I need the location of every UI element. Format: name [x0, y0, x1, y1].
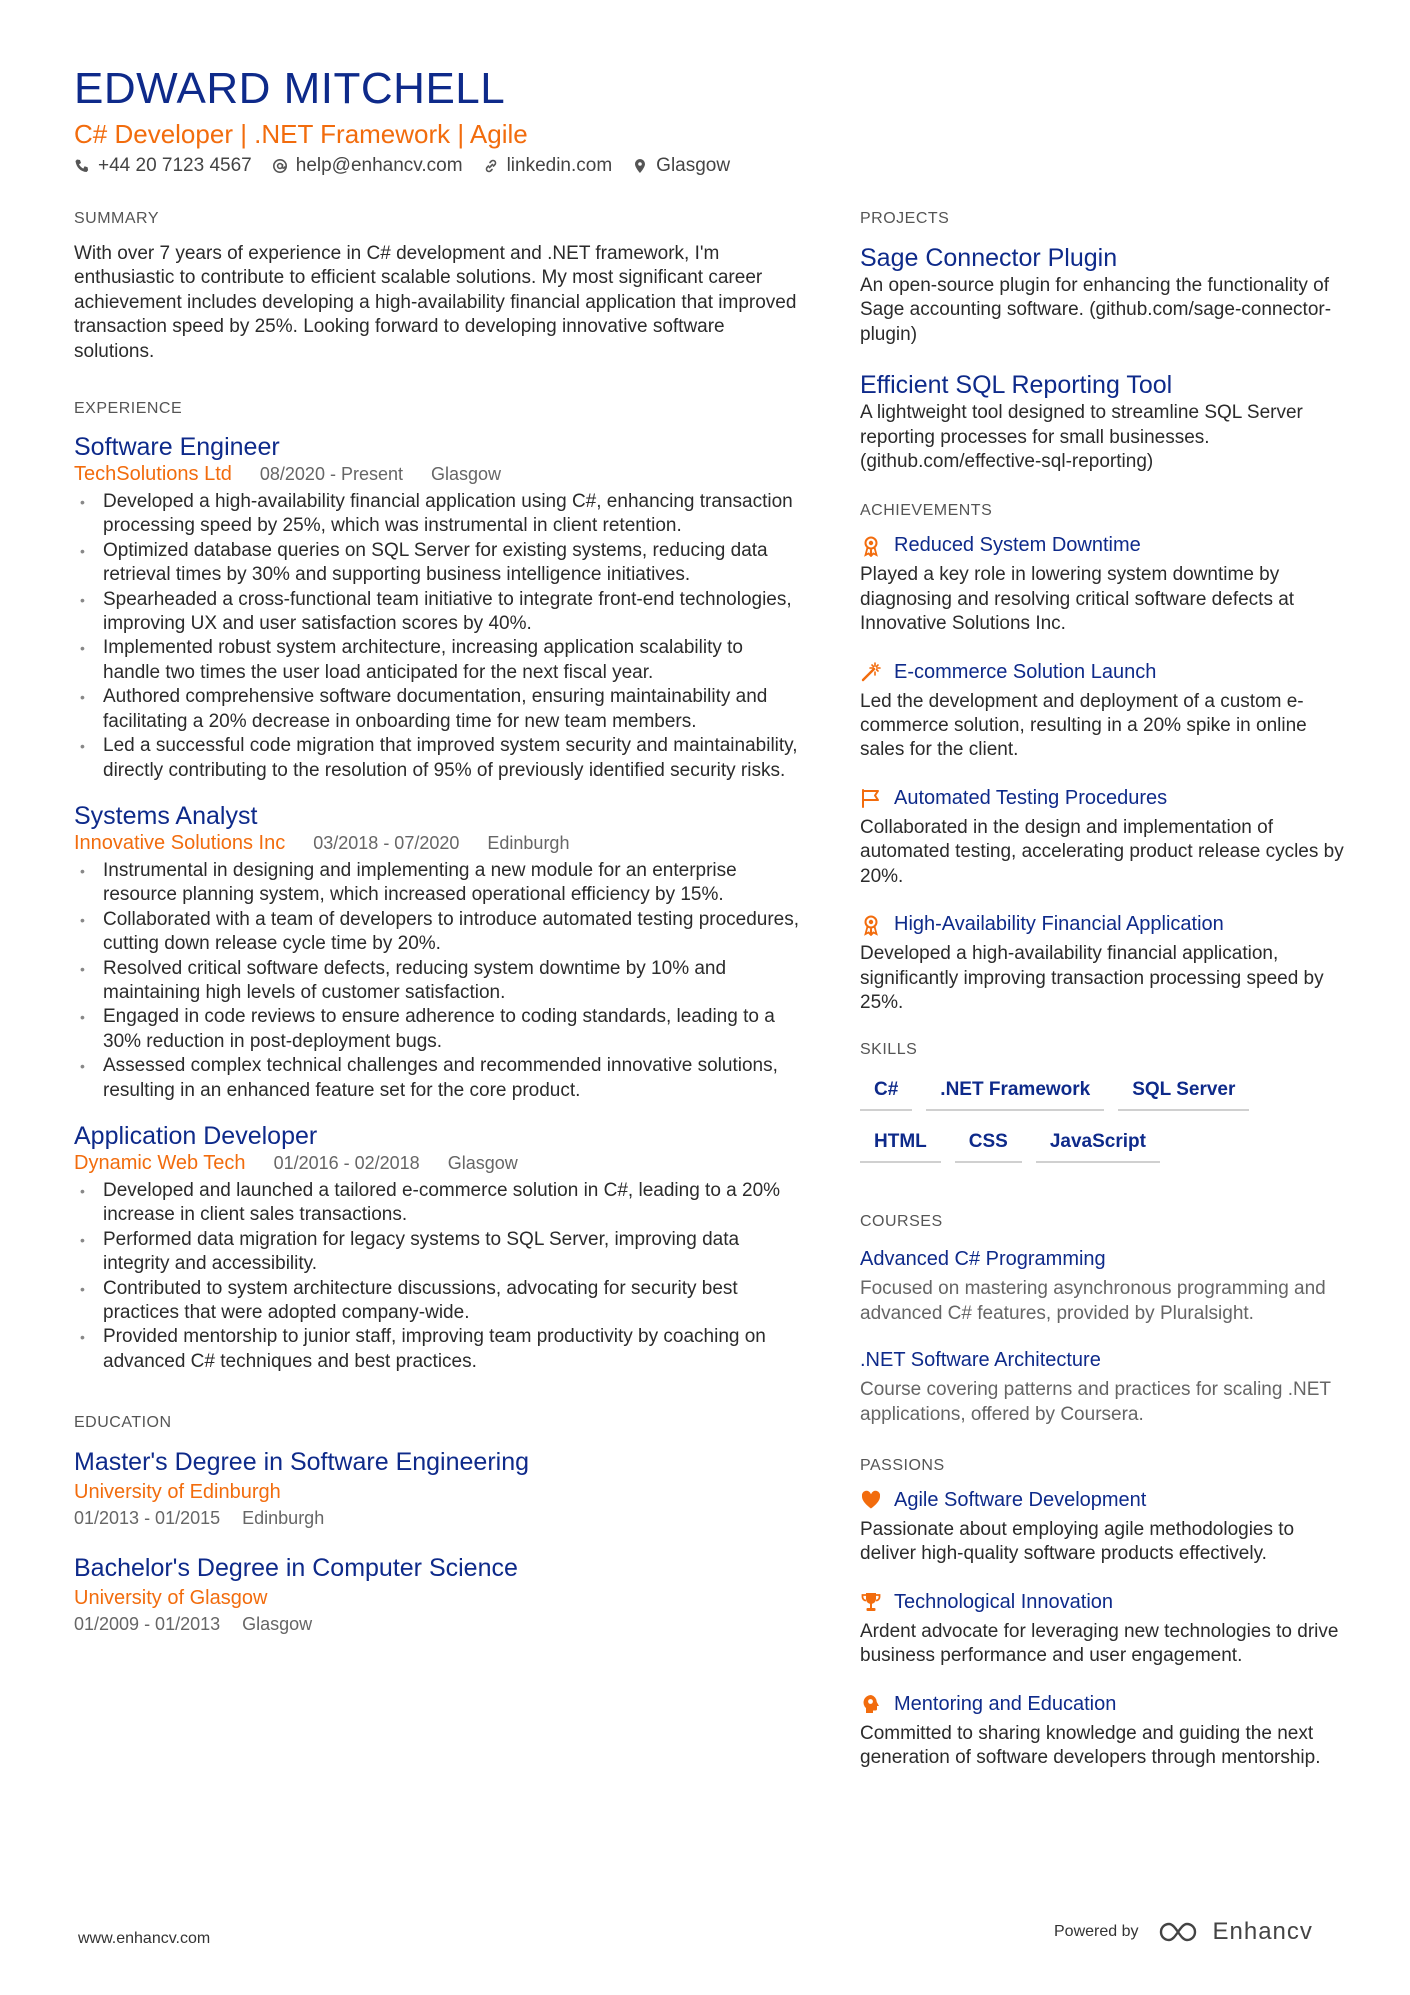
powered-by-label: Powered by	[1054, 1923, 1139, 1940]
passion-title: Technological Innovation	[894, 1590, 1114, 1613]
passion-description: Committed to sharing knowledge and guiding the next generation of software developers through mentorship.	[860, 1722, 1321, 1768]
project-description: A lightweight tool designed to streamline SQL Server reporting processes for small businesses. (github.com/effective-sql-reporting)	[860, 402, 1303, 473]
passion-title: Agile Software Development	[894, 1488, 1147, 1511]
job-entry	[74, 432, 804, 783]
job-company: TechSolutions Ltd	[74, 463, 232, 486]
flag-icon	[860, 787, 882, 809]
contact-phone	[74, 155, 252, 177]
job-bullet: • Collaborated with a team of developers to introduce automated testing procedures, cutting down release cycle time by 20%.	[74, 908, 804, 957]
achievement-header	[860, 661, 1350, 684]
course-description: Course covering patterns and practices for scaling .NET applications, offered by Coursera.	[860, 1379, 1331, 1425]
education-dates: 01/2009 - 01/2013	[74, 1614, 221, 1635]
job-bullet: • Engaged in code reviews to ensure adherence to coding standards, leading to a 30% reduction in post-deployment bugs.	[74, 1005, 804, 1054]
achievement-description: Developed a high-availability financial application, significantly improving transaction processing speed by 25%.	[860, 943, 1324, 1013]
job-bullet: • Authored comprehensive software documentation, ensuring maintainability and facilitating a 20% decrease in onboarding time for new team members.	[74, 685, 804, 734]
achievement-title: Reduced System Downtime	[894, 534, 1141, 557]
contact-location-text: Glasgow	[656, 155, 731, 176]
skill-tag: HTML	[860, 1125, 941, 1163]
achievement-header	[860, 787, 1350, 810]
contact-bar	[74, 155, 730, 177]
project-entry	[860, 369, 1350, 474]
achievement-title: Automated Testing Procedures	[894, 786, 1168, 809]
project-description: An open-source plugin for enhancing the functionality of Sage accounting software. (github.com/sage-connector-plugin)	[860, 275, 1332, 345]
skills-section	[860, 1041, 1350, 1163]
projects-section	[860, 210, 1350, 474]
contact-linkedin-text: linkedin.com	[506, 155, 613, 176]
course-entry	[860, 1346, 1350, 1427]
project-title: Sage Connector Plugin	[860, 244, 1118, 272]
summary-section	[74, 210, 804, 364]
education-section	[74, 1414, 804, 1636]
achievement-title: High-Availability Financial Application	[894, 913, 1224, 936]
job-title: Software Engineer	[74, 433, 280, 462]
job-entry	[74, 1121, 804, 1374]
education-meta	[74, 1612, 804, 1636]
job-title: Systems Analyst	[74, 801, 258, 830]
passion-header	[860, 1489, 1350, 1512]
achievements-heading: ACHIEVEMENTS	[860, 502, 993, 520]
achievement-header	[860, 913, 1350, 936]
education-school: University of Edinburgh	[74, 1481, 281, 1504]
job-bullet: • Instrumental in designing and implementing a new module for an enterprise resource planning system, which increased operational efficiency by 15%.	[74, 859, 804, 908]
passion-entry	[860, 1489, 1350, 1567]
job-dates: 08/2020 - Present	[259, 464, 403, 485]
left-column	[74, 210, 804, 1672]
brand-logo[interactable]	[1157, 1918, 1313, 1946]
brand-name: Enhancv	[1212, 1918, 1313, 1945]
achievement-description: Collaborated in the design and implementation of automated testing, accelerating product release cycles by 20%.	[860, 816, 1344, 887]
job-title: Application Developer	[74, 1121, 318, 1150]
course-title: Advanced C# Programming	[860, 1248, 1106, 1271]
contact-phone-text: +44 20 7123 4567	[98, 155, 252, 176]
skill-tag: .NET Framework	[926, 1073, 1104, 1111]
phone-icon	[74, 158, 90, 174]
candidate-name: EDWARD MITCHELL	[74, 64, 506, 113]
education-degree: Master's Degree in Software Engineering	[74, 1448, 530, 1477]
head-icon	[860, 1693, 882, 1715]
job-bullet: • Developed a high-availability financial application using C#, enhancing transaction processing speed by 25%, which was instrumental in client retention.	[74, 490, 804, 539]
job-bullet: • Resolved critical software defects, reducing system downtime by 10% and maintaining high levels of customer satisfaction.	[74, 957, 804, 1006]
education-location: Edinburgh	[242, 1508, 325, 1529]
job-bullet: • Led a successful code migration that improved system security and maintainability, directly contributing to the resolution of 95% of previously identified security risks.	[74, 734, 804, 783]
course-entry	[860, 1245, 1350, 1326]
footer-website[interactable]: www.enhancv.com	[78, 1930, 211, 1947]
passion-header	[860, 1693, 1350, 1716]
job-location: Glasgow	[447, 1152, 518, 1173]
passion-entry	[860, 1693, 1350, 1771]
projects-heading: PROJECTS	[860, 210, 950, 227]
job-location: Edinburgh	[487, 832, 570, 853]
job-dates: 01/2016 - 02/2018	[273, 1152, 420, 1173]
job-meta	[74, 831, 804, 855]
contact-linkedin[interactable]	[483, 155, 613, 177]
enhancv-logo-icon	[1157, 1919, 1205, 1945]
location-icon	[632, 158, 648, 174]
footer-branding	[1054, 1918, 1313, 1946]
achievement-entry	[860, 534, 1350, 636]
job-bullets	[74, 1179, 804, 1374]
contact-email[interactable]	[272, 155, 463, 177]
link-icon	[483, 158, 499, 174]
job-meta	[74, 1151, 804, 1175]
candidate-subtitle: C# Developer | .NET Framework | Agile	[74, 119, 528, 149]
project-title: Efficient SQL Reporting Tool	[860, 371, 1173, 400]
education-meta	[74, 1506, 804, 1530]
achievement-entry	[860, 913, 1350, 1015]
award-icon	[860, 535, 882, 557]
skill-tag: SQL Server	[1118, 1073, 1249, 1111]
summary-text: With over 7 years of experience in C# development and .NET framework, I'm enthusiastic to contribute to efficient scalable solutions. My most significant career achievement includes developing a high-availability financial application that improved transaction speed by 25%. Looking forward to developing innovative software solutions.	[74, 243, 797, 362]
at-icon	[272, 158, 288, 174]
skills-heading: SKILLS	[860, 1041, 918, 1059]
achievement-description: Led the development and deployment of a custom e-commerce solution, resulting in a 20% spike in online sales for the client.	[860, 690, 1307, 761]
contact-email-text: help@enhancv.com	[295, 155, 463, 176]
passions-heading: PASSIONS	[860, 1456, 945, 1474]
job-entry	[74, 801, 804, 1103]
courses-section	[860, 1213, 1350, 1427]
job-bullet: • Developed and launched a tailored e-commerce solution in C#, leading to a 20% increase in client sales transactions.	[74, 1179, 804, 1228]
education-school: University of Glasgow	[74, 1587, 268, 1610]
achievement-description: Played a key role in lowering system downtime by diagnosing and resolving critical software defects at Innovative Solutions Inc.	[860, 564, 1295, 635]
course-description: Focused on mastering asynchronous programming and advanced C# features, provided by Pluralsight.	[860, 1278, 1326, 1324]
contact-location	[632, 155, 730, 177]
achievement-header	[860, 534, 1350, 557]
job-meta	[74, 462, 804, 486]
job-bullet: • Contributed to system architecture discussions, advocating for security best practices that were adopted company-wide.	[74, 1277, 804, 1326]
achievement-title: E-commerce Solution Launch	[894, 660, 1157, 683]
job-company: Dynamic Web Tech	[74, 1151, 246, 1174]
job-company: Innovative Solutions Inc	[74, 831, 286, 854]
experience-section	[74, 400, 804, 1374]
job-bullet: • Implemented robust system architecture, increasing application scalability to handle two times the user load anticipated for the next fiscal year.	[74, 636, 804, 685]
education-dates: 01/2013 - 01/2015	[74, 1508, 221, 1529]
passion-entry	[860, 1591, 1350, 1669]
magic-wand-icon	[860, 661, 882, 683]
summary-heading: SUMMARY	[74, 210, 159, 227]
project-entry	[860, 242, 1350, 347]
skills-list	[860, 1073, 1300, 1163]
job-bullets	[74, 859, 804, 1103]
job-location: Glasgow	[431, 464, 502, 485]
award-icon	[860, 914, 882, 936]
education-location: Glasgow	[242, 1614, 313, 1635]
passions-section	[860, 1457, 1350, 1770]
passion-description: Passionate about employing agile methodologies to deliver high-quality software products effectively.	[860, 1518, 1295, 1565]
job-bullet: • Optimized database queries on SQL Server for existing systems, reducing data retrieval times by 30% and supporting business intelligence initiatives.	[74, 539, 804, 588]
courses-heading: COURSES	[860, 1213, 943, 1231]
achievement-entry	[860, 661, 1350, 763]
job-bullet: • Performed data migration for legacy systems to SQL Server, improving data integrity and accessibility.	[74, 1228, 804, 1277]
passion-title: Mentoring and Education	[894, 1692, 1117, 1715]
course-title: .NET Software Architecture	[860, 1349, 1101, 1372]
job-bullet: • Provided mentorship to junior staff, improving team productivity by coaching on advanced C# techniques and best practices.	[74, 1325, 804, 1374]
skill-tag: CSS	[955, 1125, 1022, 1163]
skill-tag: JavaScript	[1036, 1125, 1160, 1163]
education-entry	[74, 1446, 804, 1530]
job-dates: 03/2018 - 07/2020	[313, 832, 460, 853]
trophy-icon	[860, 1591, 882, 1613]
skill-tag: C#	[860, 1073, 912, 1111]
passion-header	[860, 1591, 1350, 1614]
achievement-entry	[860, 787, 1350, 889]
job-bullet: • Spearheaded a cross-functional team initiative to integrate front-end technologies, improving UX and user satisfaction scores by 40%.	[74, 588, 804, 637]
education-heading: EDUCATION	[74, 1414, 172, 1432]
heart-icon	[860, 1489, 882, 1511]
education-entry	[74, 1552, 804, 1636]
job-bullets	[74, 490, 804, 783]
job-bullet: • Assessed complex technical challenges and recommended innovative solutions, resulting in an enhanced feature set for the core product.	[74, 1054, 804, 1103]
experience-heading: EXPERIENCE	[74, 400, 183, 418]
right-column	[860, 210, 1350, 1806]
education-degree: Bachelor's Degree in Computer Science	[74, 1554, 518, 1583]
passion-description: Ardent advocate for leveraging new technologies to drive business performance and user engagement.	[860, 1620, 1339, 1667]
achievements-section	[860, 502, 1350, 1015]
